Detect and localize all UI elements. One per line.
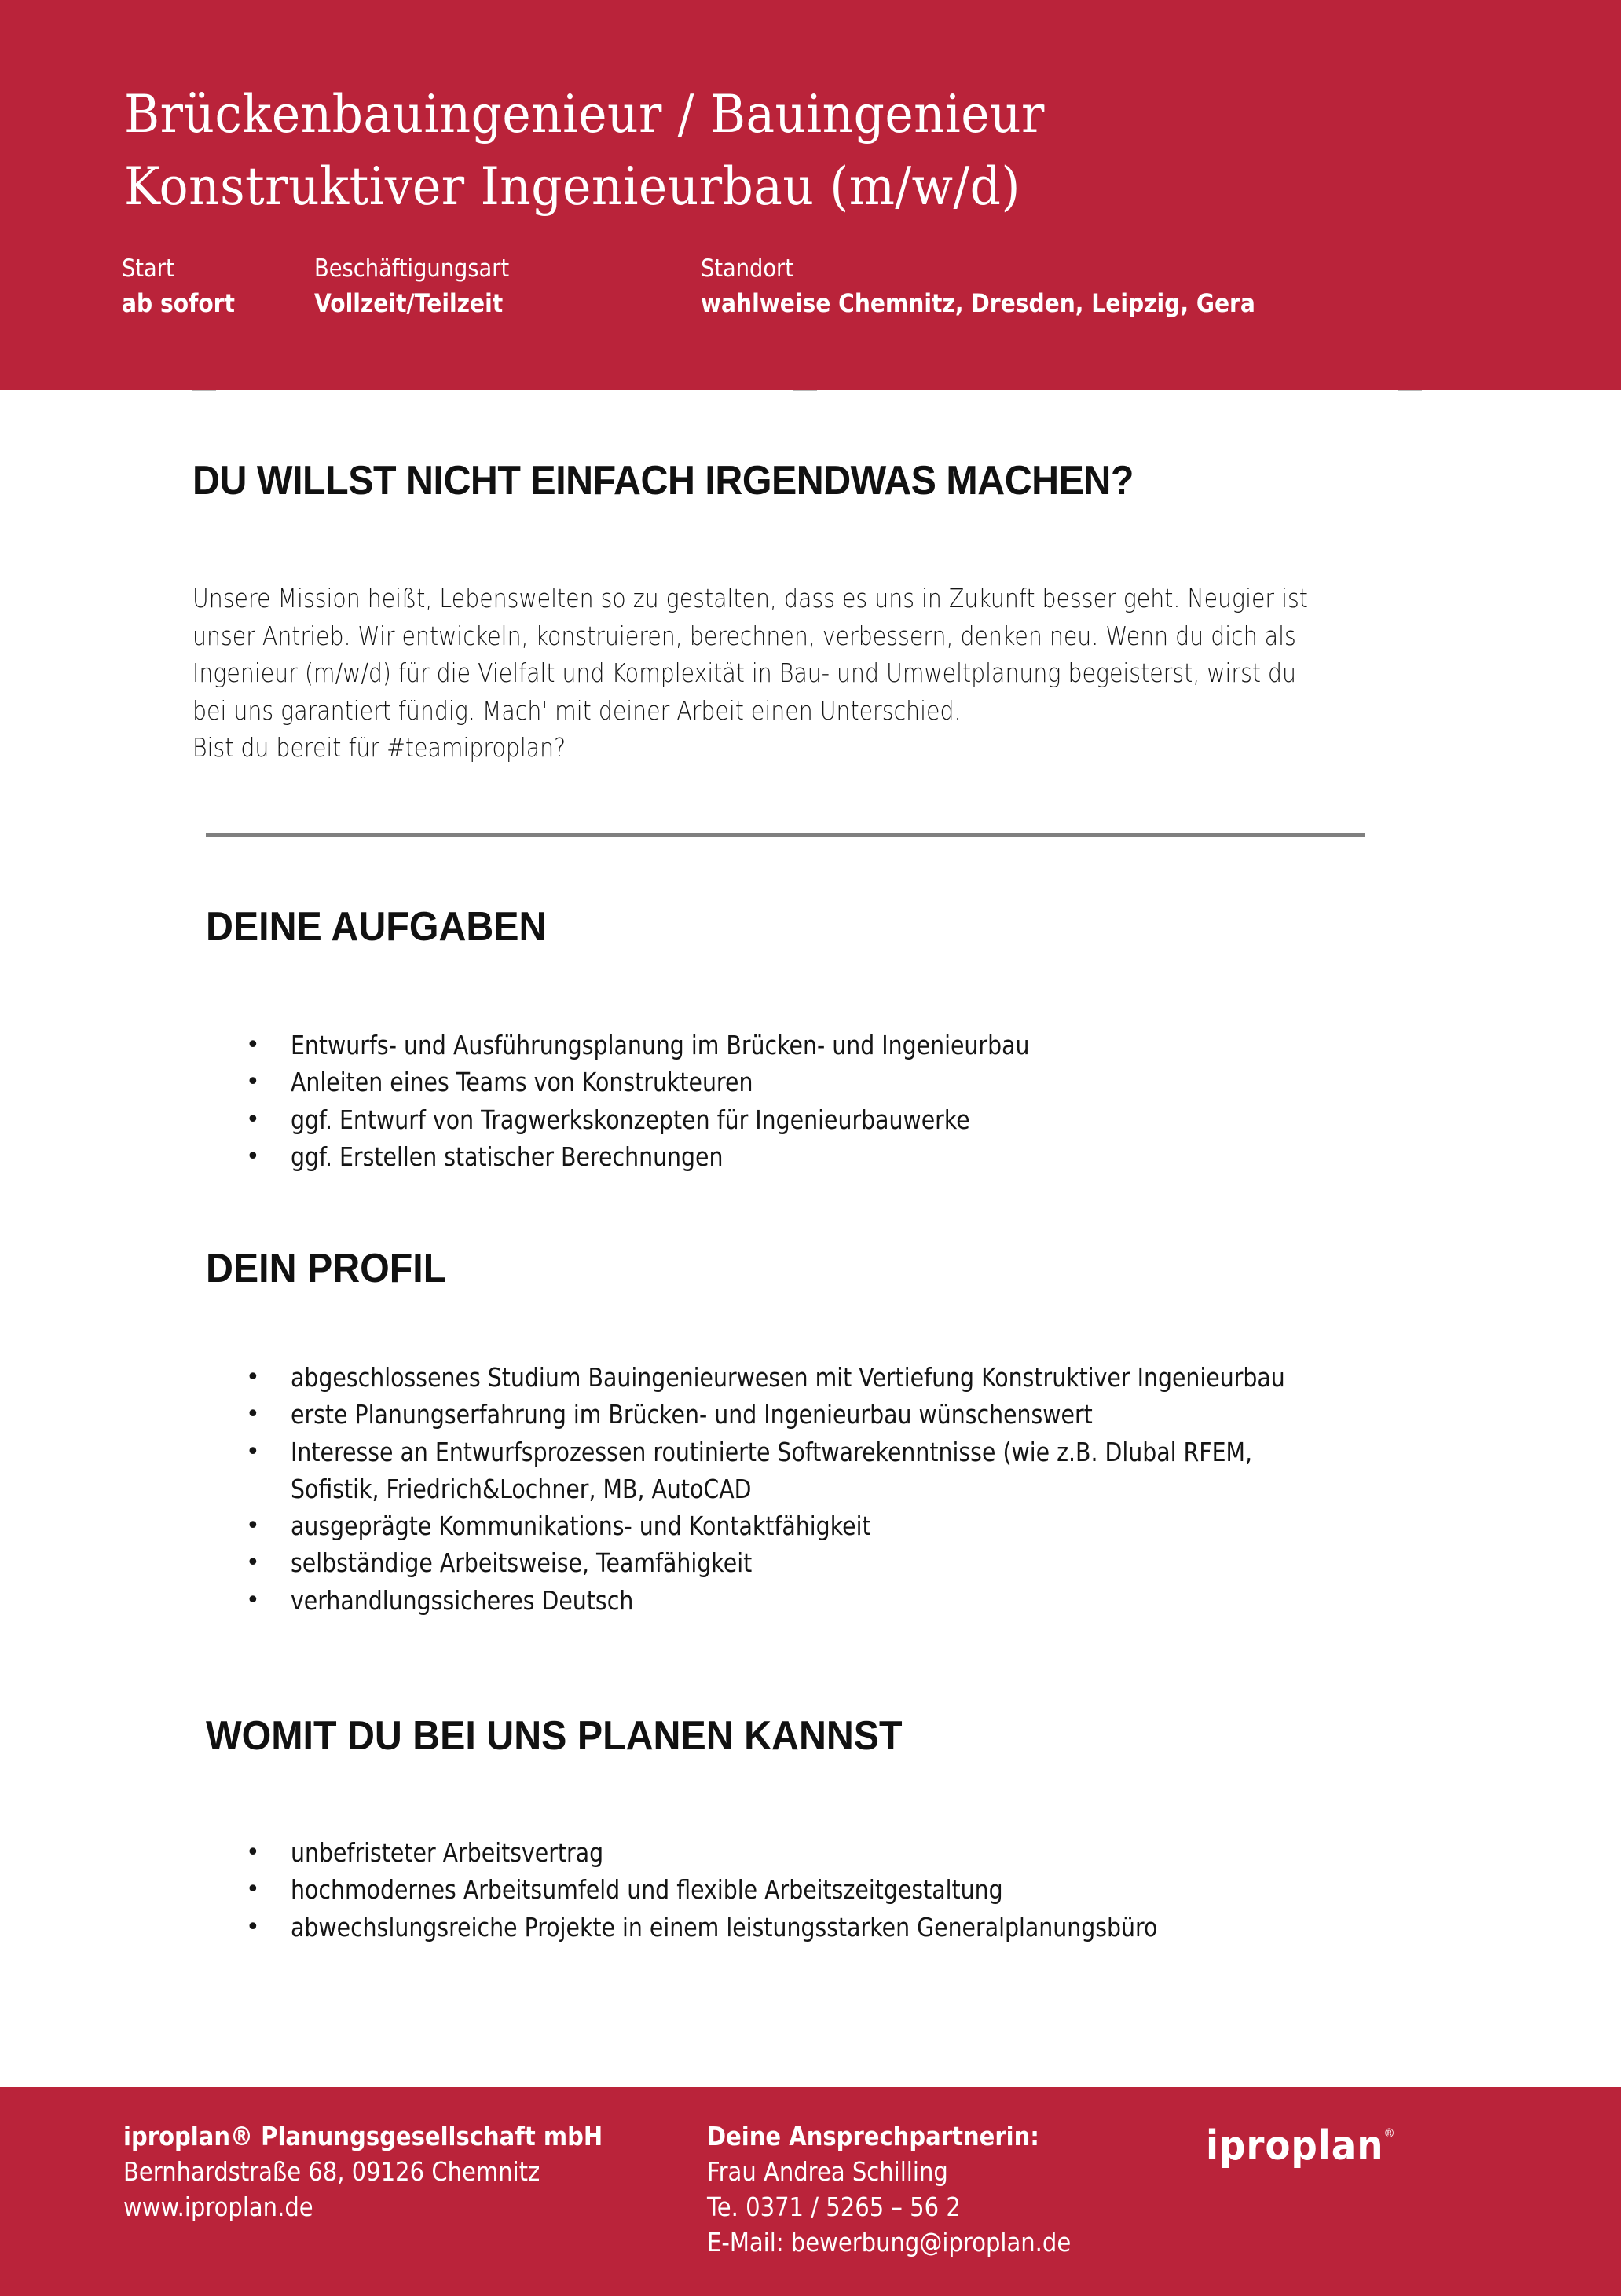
intro-line: bei uns garantiert fündig. Mach' mit deiner Arbeit einen Unterschied. — [192, 694, 962, 726]
meta-start — [122, 253, 251, 322]
crop-mark — [192, 390, 216, 394]
bullet-icon: • — [246, 1437, 260, 1466]
contact-heading: Deine Ansprechpartnerin: — [707, 2121, 1039, 2151]
registered-mark-icon: ® — [1383, 2126, 1396, 2140]
iproplan-logo — [1206, 2122, 1396, 2170]
meta-employment-type-value: Vollzeit/Teilzeit — [314, 288, 504, 318]
logo-wordmark: iproplan — [1206, 2122, 1384, 2170]
section-divider — [206, 833, 1365, 837]
meta-start-value: ab sofort — [122, 288, 236, 318]
job-title-line-2: Konstruktiver Ingenieurbau (m/w/d) — [124, 156, 1020, 217]
meta-location-label: Standort — [701, 255, 793, 283]
intro-line: Unsere Mission heißt, Lebenswelten so zu gestalten, dass es uns in Zukunft besser geht. Neugier ist — [192, 583, 1308, 613]
section-title-benefits: WOMIT DU BEI UNS PLANEN KANNST — [206, 1713, 903, 1759]
company-info — [123, 2118, 668, 2225]
intro-line: Bist du bereit für #teamiproplan? — [192, 732, 566, 763]
company-website-link[interactable]: www.iproplan.de — [123, 2192, 313, 2222]
meta-employment-type-label: Beschäftigungsart — [314, 255, 510, 283]
meta-start-label: Start — [122, 255, 174, 283]
section-title-profil: DEIN PROFIL — [206, 1246, 447, 1291]
bullet-icon: • — [246, 1105, 260, 1133]
bullet-icon: • — [246, 1068, 260, 1097]
job-title — [124, 79, 1045, 223]
bullet-icon: • — [246, 1876, 260, 1904]
intro-line: Ingenieur (m/w/d) für die Vielfalt und Komplexität in Bau- und Umweltplanung begeisterst, wirst du — [192, 657, 1297, 688]
company-address: Bernhardstraße 68, 09126 Chemnitz — [123, 2156, 540, 2187]
meta-location-value: wahlweise Chemnitz, Dresden, Leipzig, Gera — [701, 288, 1255, 318]
header-banner — [0, 0, 1621, 390]
bullet-icon: • — [246, 1586, 260, 1614]
bullet-icon: • — [246, 1913, 260, 1941]
meta-employment-type — [314, 253, 536, 322]
meta-location — [701, 253, 1331, 322]
crop-mark — [793, 390, 817, 394]
job-title-line-1: Brückenbauingenieur / Bauingenieur — [124, 84, 1045, 145]
section-title-aufgaben: DEINE AUFGABEN — [206, 904, 547, 950]
contact-phone: Te. 0371 / 5265 – 56 2 — [707, 2192, 961, 2222]
bullet-icon: • — [246, 1142, 260, 1170]
bullet-icon: • — [246, 1364, 260, 1391]
intro-line: unser Antrieb. Wir entwickeln, konstruieren, berechnen, verbessern, denken neu. Wenn du dich als — [192, 620, 1296, 651]
bullet-icon: • — [246, 1401, 260, 1429]
contact-email-link[interactable]: E-Mail: bewerbung@iproplan.de — [707, 2227, 1072, 2258]
intro-paragraph — [192, 580, 1449, 767]
company-name: iproplan® Planungsgesellschaft mbH — [123, 2121, 603, 2151]
intro-headline: DU WILLST NICHT EINFACH IRGENDWAS MACHEN? — [192, 458, 1134, 504]
bullet-icon: • — [246, 1512, 260, 1540]
contact-info — [707, 2118, 1120, 2260]
bullet-icon: • — [246, 1031, 260, 1059]
footer-banner — [0, 2087, 1621, 2296]
crop-mark — [1398, 390, 1422, 394]
contact-name: Frau Andrea Schilling — [707, 2156, 948, 2187]
bullet-icon: • — [246, 1549, 260, 1577]
bullet-icon: • — [246, 1839, 260, 1866]
